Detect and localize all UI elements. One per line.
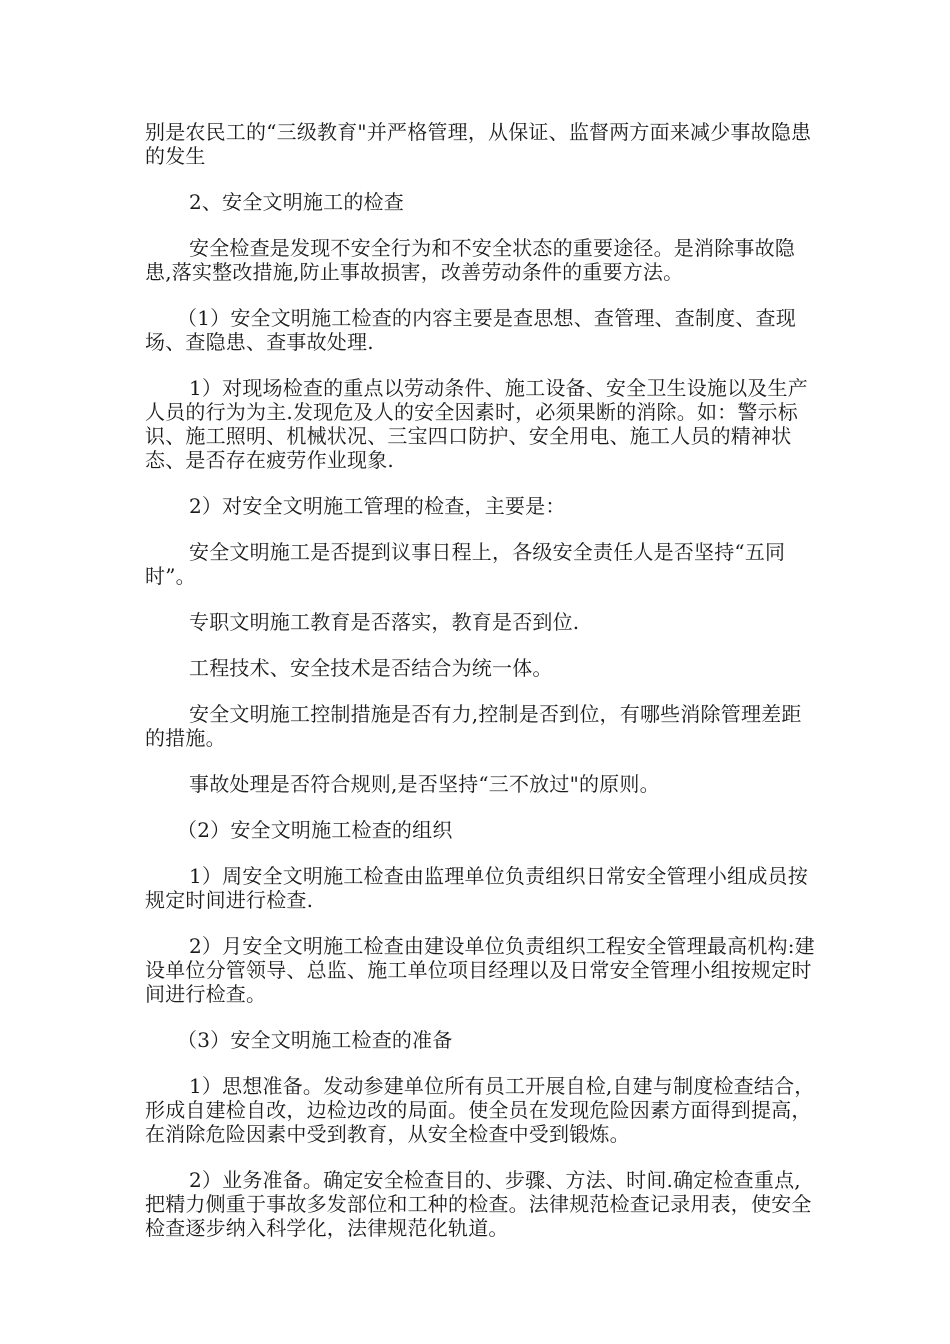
document-page	[145, 120, 817, 1240]
paragraph-business-preparation: 2）业务准备。确定安全检查目的、步骤、方法、时间.确定检查重点,把精力侧重于事故多发部位和工种的检查。法律规范检查记录用表，使安全检查逐步纳入科学化，法律规范化轨道。	[145, 1168, 812, 1240]
subheading-inspection-content: （1）安全文明施工检查的内容主要是查思想、查管理、查制度、查现场、查隐患、查事故处理.	[145, 306, 796, 354]
paragraph-accident-handling: 事故处理是否符合规则,是否坚持“三不放过"的原则。	[189, 772, 660, 796]
section-heading-inspection: 2、安全文明施工的检查	[189, 190, 404, 214]
paragraph-weekly-inspection: 1）周安全文明施工检查由监理单位负责组织日常安全管理小组成员按规定时间进行检查.	[145, 864, 808, 912]
paragraph-education: 专职文明施工教育是否落实，教育是否到位.	[189, 610, 580, 634]
paragraph-management-inspection: 2）对安全文明施工管理的检查，主要是：	[189, 494, 566, 518]
paragraph-mental-preparation: 1）思想准备。发动参建单位所有员工开展自检,自建与制度检查结合，形成自建检自改，边检边改的局面。使全员在发现危险因素方面得到提高，在消除危险因素中受到教育，从安全检查中受到锻炼。	[145, 1074, 815, 1146]
paragraph-agenda: 安全文明施工是否提到议事日程上，各级安全责任人是否坚持“五同时”。	[145, 540, 786, 588]
paragraph-monthly-inspection: 2）月安全文明施工检查由建设单位负责组织工程安全管理最高机构:建设单位分管领导、总监、施工单位项目经理以及日常安全管理小组按规定时间进行检查。	[145, 934, 815, 1006]
paragraph-control-measures: 安全文明施工控制措施是否有力,控制是否到位，有哪些消除管理差距的措施。	[145, 702, 802, 750]
subheading-inspection-organization: （2）安全文明施工检查的组织	[177, 818, 453, 842]
paragraph-inspection-purpose: 安全检查是发现不安全行为和不安全状态的重要途径。是消除事故隐患,落实整改措施,防止事故损害，改善劳动条件的重要方法。	[145, 236, 795, 284]
subheading-inspection-preparation: （3）安全文明施工检查的准备	[177, 1028, 453, 1052]
paragraph-site-inspection: 1）对现场检查的重点以劳动条件、施工设备、安全卫生设施以及生产人员的行为为主.发现危及人的安全因素时，必须果断的消除。如：警示标识、施工照明、机械状况、三宝四口防护、安全用电、施工人员的精神状态、是否存在疲劳作业现象.	[145, 376, 808, 472]
paragraph-technology: 工程技术、安全技术是否结合为统一体。	[189, 656, 553, 680]
paragraph-continuation: 别是农民工的“三级教育"并严格管理，从保证、监督两方面来减少事故隐患的发生	[145, 120, 812, 168]
